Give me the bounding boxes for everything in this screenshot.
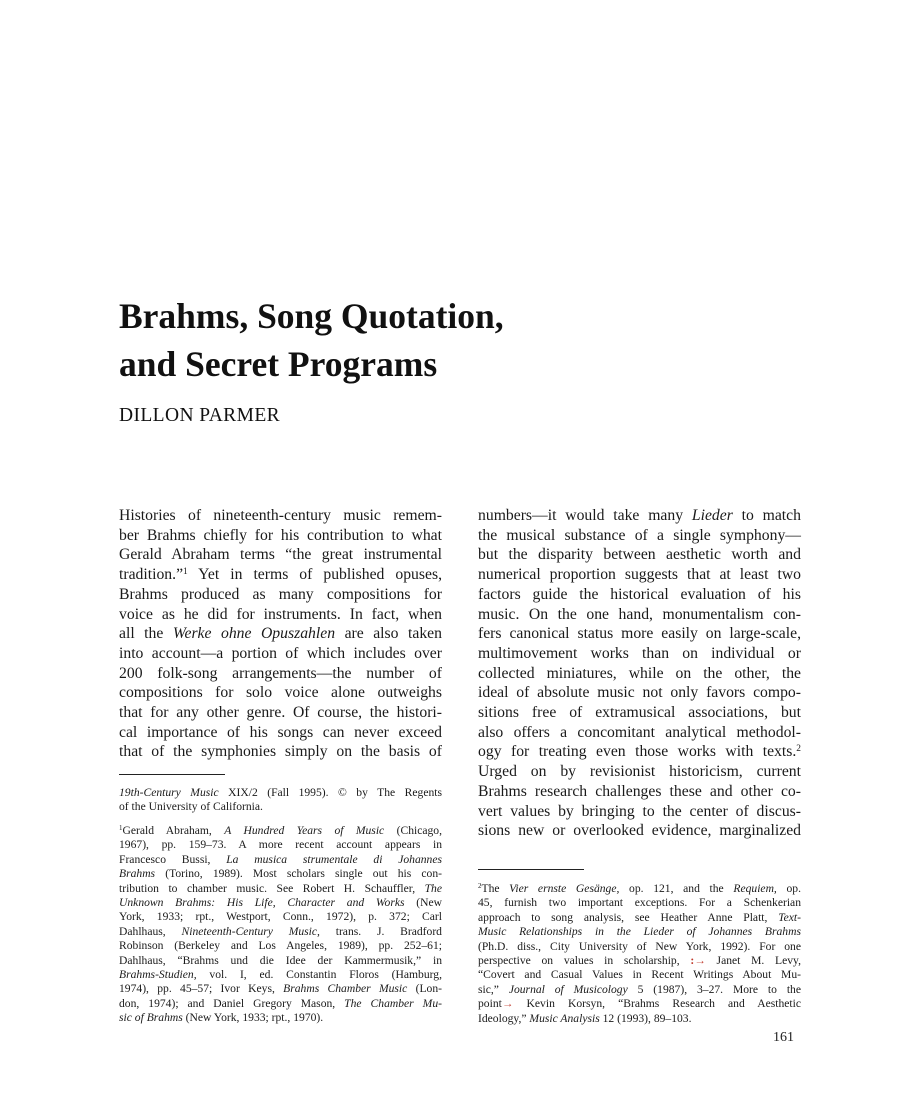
footnote-2 — [478, 882, 801, 1026]
text-line: collected miniatures, while on the other, the — [478, 664, 801, 682]
red-arrow-icon: :→ — [690, 954, 706, 968]
page-number: 161 — [773, 1030, 794, 1045]
text-line: $^1$Gerald Abraham, A Hundred Years of Music (Chicago, — [119, 824, 442, 837]
footnote-ref-2: 2 — [796, 744, 801, 755]
footnote-marker: 2 — [478, 882, 482, 891]
text-line: Music Relationships in the Lieder of Johannes Brahms — [478, 925, 801, 939]
left-column — [119, 506, 442, 762]
text-line: Brahms research challenges these and other co- — [478, 782, 801, 800]
right-column — [478, 506, 801, 841]
text-line: all the Werke ohne Opuszahlen are also taken — [119, 625, 442, 643]
text-line: cal importance of his songs can never exceed — [119, 723, 442, 741]
text-line: Histories of nineteenth-century music remem- — [119, 507, 442, 524]
text-line: into account—a portion of which includes over — [119, 644, 442, 662]
text-line: Brahms produced as many compositions for — [119, 585, 442, 603]
text-line: York, 1933; rpt., Westport, Conn., 1972), p. 372; Carl — [119, 910, 442, 924]
text-line: fers canonical status more easily on large-scale, — [478, 625, 801, 643]
text-line: Dahlhaus, “Brahms und die Idee der Kammermusik,” in — [119, 953, 442, 967]
red-arrow-icon: → — [501, 997, 514, 1011]
text-line: Unknown Brahms: His Life, Character and Works (New — [119, 896, 442, 910]
text-line: numerical proportion suggests that at least two — [478, 566, 801, 584]
text-line: sions new or overlooked evidence, marginalized — [478, 822, 801, 840]
text-line: sic of Brahms (New York, 1933; rpt., 1970). — [119, 1011, 324, 1025]
text-line: 45, furnish two important exceptions. For a Schenkerian — [478, 896, 801, 910]
text-line: tribution to chamber music. See Robert H. Schauffler, The — [119, 881, 442, 895]
text-line: 1967), pp. 159–73. A more recent account appears in — [119, 838, 442, 852]
left-column-text — [119, 506, 442, 762]
text-line: Brahms-Studien, vol. I, ed. Constantin Floros (Hamburg, — [119, 968, 442, 982]
text-line: (Ph.D. diss., City University of New York, 1992). For one — [478, 939, 801, 953]
text-line: sitions free of extramusical associations, but — [478, 704, 801, 722]
text-line: factors guide the historical evaluation of his — [478, 585, 801, 603]
text-line: the musical substance of a single symphony— — [478, 526, 801, 544]
article-title — [119, 292, 504, 388]
text-line: sic,” Journal of Musicology 5 (1987), 3–27. More to the — [478, 982, 801, 996]
text-line: Robinson (Berkeley and Los Angeles, 1989), pp. 252–61; — [119, 939, 442, 953]
text-line: don, 1974); and Daniel Gregory Mason, The Chamber Mu- — [119, 996, 442, 1010]
text-line: $^2$The Vier ernste Gesänge, op. 121, and the Requiem, op. — [478, 882, 801, 895]
text-line: Dahlhaus, Nineteenth-Century Music, trans. J. Bradford — [119, 924, 442, 938]
text-line: 1974), pp. 45–57; Ivor Keys, Brahms Chamber Music (Lon- — [119, 982, 443, 996]
text-line: music. On the one hand, monumentalism con- — [478, 605, 801, 623]
text-line: tradition.”$^1$ Yet in terms of published opuses, — [119, 566, 442, 584]
footnote-rule-right — [478, 869, 584, 870]
text-line: numbers—it would take many Lieder to match — [478, 507, 801, 524]
text-line: 200 folk-song arrangements—the number of — [119, 664, 442, 682]
text-line: 19th-Century Music XIX/2 (Fall 1995). © by The Regents — [119, 786, 442, 799]
footnote-1 — [119, 824, 442, 1026]
text-line: vert values by bringing to the center of discus- — [478, 802, 801, 820]
text-line: perspective on values in scholarship, :→ Janet M. Levy, — [478, 954, 801, 968]
text-line: “Covert and Casual Values in Recent Writings About Mu- — [478, 968, 801, 982]
text-line: ber Brahms chiefly for his contribution to what — [119, 526, 442, 544]
text-line: voice as he did for instruments. In fact, when — [119, 605, 442, 623]
right-column-text — [478, 506, 801, 841]
text-line: approach to song analysis, see Heather Anne Platt, Text- — [478, 910, 801, 924]
footnote-ref-1: 1 — [183, 566, 188, 577]
text-line: compositions for solo voice alone outweighs — [119, 684, 442, 702]
text-line: Urged on by revisionist historicism, current — [478, 763, 801, 781]
text-line: ideal of absolute music not only favors compo- — [478, 684, 801, 702]
text-line: ogy for treating even those works with texts.$^2$ — [478, 743, 801, 761]
copyright-note — [119, 786, 442, 815]
footnote-marker: 1 — [119, 824, 123, 833]
text-line: Gerald Abraham terms “the great instrumental — [119, 546, 442, 564]
text-line: that for any other genre. Of course, the histori- — [119, 704, 442, 722]
text-line: Brahms (Torino, 1989). Most scholars single out his con- — [119, 867, 442, 881]
text-line: multimovement works than on individual or — [478, 644, 801, 662]
text-line: but the disparity between aesthetic worth and — [478, 546, 801, 564]
text-line: point→ Kevin Korsyn, “Brahms Research and Aesthetic — [478, 997, 801, 1011]
title-line-1: Brahms, Song Quotation, — [119, 296, 504, 336]
text-line: Francesco Bussi, La musica strumentale di Johannes — [119, 852, 442, 866]
text-line: of the University of California. — [119, 800, 263, 814]
footnote-rule-left — [119, 774, 225, 775]
text-line: Ideology,” Music Analysis 12 (1993), 89–103. — [478, 1011, 692, 1025]
text-line: that of the symphonies simply on the basis of — [119, 743, 442, 761]
text-line: also offers a concomitant analytical methodol- — [478, 723, 801, 741]
title-line-2: and Secret Programs — [119, 344, 438, 384]
author-name: DILLON PARMER — [119, 405, 281, 426]
